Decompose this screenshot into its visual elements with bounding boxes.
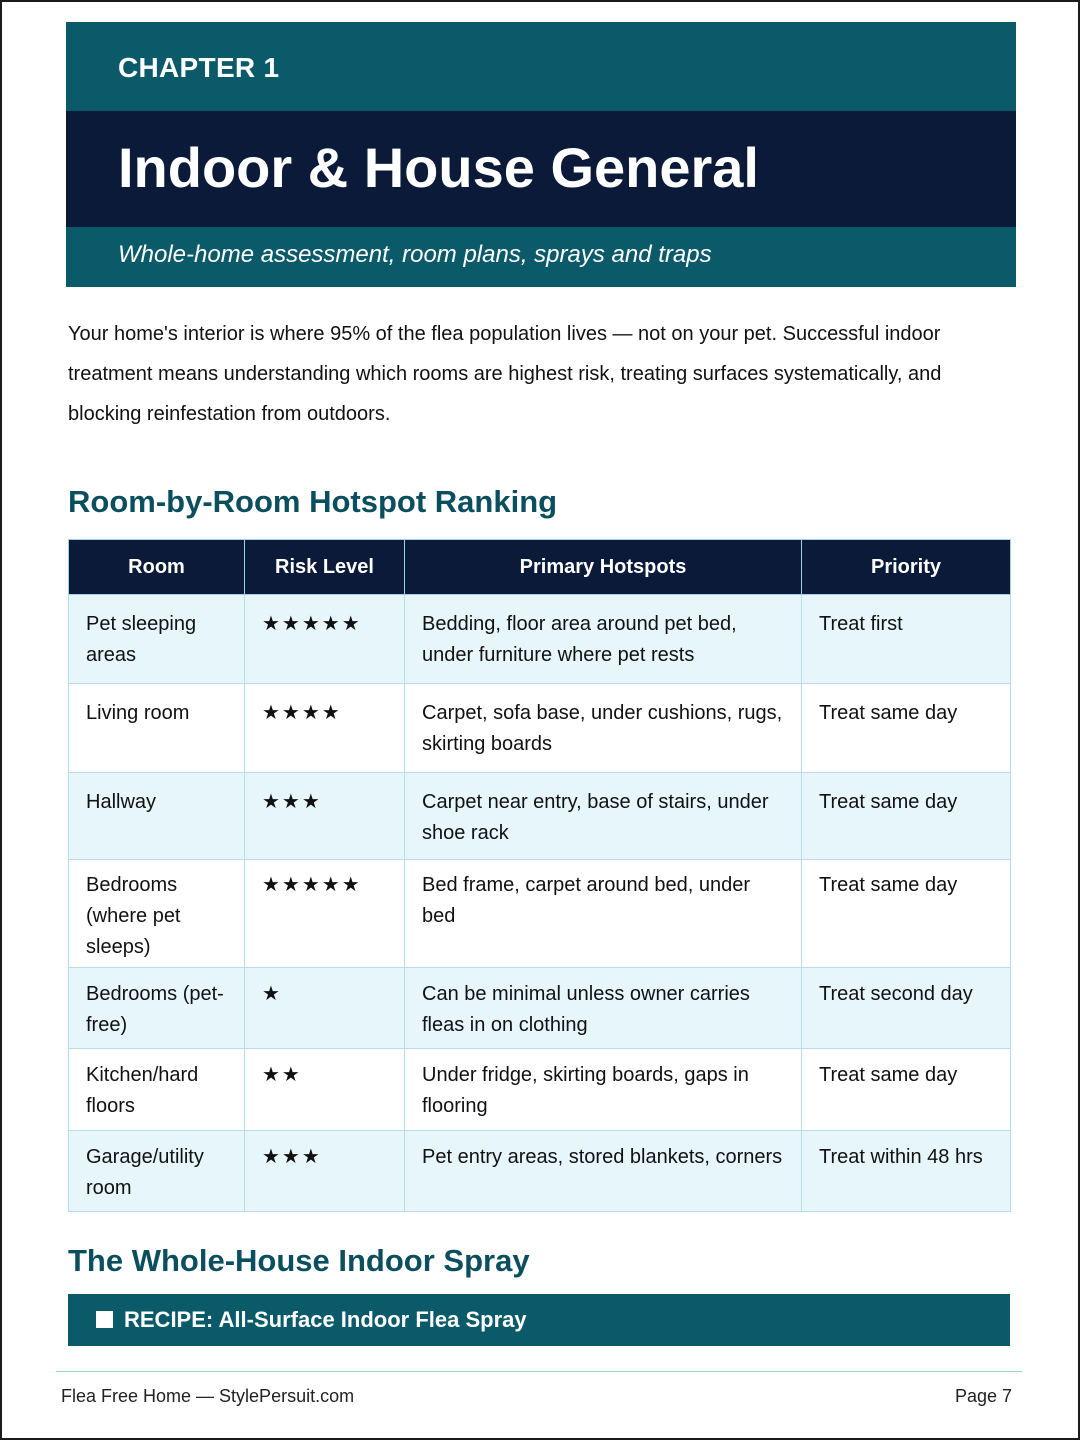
table-row: [69, 1131, 1011, 1212]
recipe-bar: [68, 1294, 1010, 1346]
column-header-primary-hotspots: Primary Hotspots: [405, 540, 802, 595]
hotspots-cell: Bed frame, carpet around bed, under bed: [405, 860, 802, 968]
chapter-title: Indoor & House General: [118, 136, 759, 199]
risk-stars: ★★: [245, 1049, 405, 1131]
table-row: [69, 860, 1011, 968]
hotspot-section-heading: Room-by-Room Hotspot Ranking: [68, 484, 558, 519]
room-cell: Living room: [69, 684, 245, 773]
room-cell: Pet sleeping areas: [69, 595, 245, 684]
room-cell: Kitchen/hard floors: [69, 1049, 245, 1131]
room-cell: Garage/utility room: [69, 1131, 245, 1212]
room-cell: Hallway: [69, 773, 245, 860]
priority-cell: Treat first: [802, 595, 1011, 684]
column-header-risk-level: Risk Level: [245, 540, 405, 595]
hotspots-cell: Under fridge, skirting boards, gaps in flooring: [405, 1049, 802, 1131]
priority-cell: Treat within 48 hrs: [802, 1131, 1011, 1212]
column-header-room: Room: [69, 540, 245, 595]
table-row: [69, 684, 1011, 773]
page-number: Page 7: [954, 1386, 1012, 1406]
subtitle-band: [66, 227, 1016, 287]
hotspot-table: [68, 539, 1011, 1212]
footer-site-credit: Flea Free Home — StylePersuit.com: [61, 1386, 355, 1406]
hotspots-cell: Pet entry areas, stored blankets, corners: [405, 1131, 802, 1212]
recipe-label: RECIPE: All-Surface Indoor Flea Spray: [124, 1307, 527, 1332]
priority-cell: Treat same day: [802, 860, 1011, 968]
hotspots-cell: Can be minimal unless owner carries fleas in on clothing: [405, 968, 802, 1049]
intro-paragraph: Your home's interior is where 95% of the flea population lives — not on your pet. Successful indoor treatment means understanding which rooms are highest risk, treating surfaces systematically, and blocking reinfestation from outdoors.: [68, 323, 942, 425]
priority-cell: Treat same day: [802, 773, 1011, 860]
chapter-subtitle: Whole-home assessment, room plans, sprays and traps: [118, 241, 712, 268]
priority-cell: Treat same day: [802, 684, 1011, 773]
chapter-band: [66, 22, 1016, 111]
room-cell: Bedrooms (where pet sleeps): [69, 860, 245, 968]
table-row: [69, 595, 1011, 684]
room-cell: Bedrooms (pet-free): [69, 968, 245, 1049]
spray-section-heading: The Whole-House Indoor Spray: [68, 1243, 530, 1278]
risk-stars: ★: [245, 968, 405, 1049]
table-row: [69, 1049, 1011, 1131]
chapter-label: CHAPTER 1: [118, 52, 280, 83]
risk-stars: ★★★★: [245, 684, 405, 773]
risk-stars: ★★★★★: [245, 595, 405, 684]
table-header-row: [69, 540, 1011, 595]
title-band: [66, 111, 1016, 227]
hotspots-cell: Carpet, sofa base, under cushions, rugs, skirting boards: [405, 684, 802, 773]
chapter-header: [66, 22, 1016, 287]
square-bullet-icon: [96, 1311, 113, 1328]
risk-stars: ★★★: [245, 773, 405, 860]
table-row: [69, 773, 1011, 860]
table-row: [69, 968, 1011, 1049]
hotspots-cell: Carpet near entry, base of stairs, under shoe rack: [405, 773, 802, 860]
priority-cell: Treat second day: [802, 968, 1011, 1049]
risk-stars: ★★★★★: [245, 860, 405, 968]
priority-cell: Treat same day: [802, 1049, 1011, 1131]
footer-divider: [56, 1371, 1022, 1372]
risk-stars: ★★★: [245, 1131, 405, 1212]
column-header-priority: Priority: [802, 540, 1011, 595]
hotspots-cell: Bedding, floor area around pet bed, under furniture where pet rests: [405, 595, 802, 684]
